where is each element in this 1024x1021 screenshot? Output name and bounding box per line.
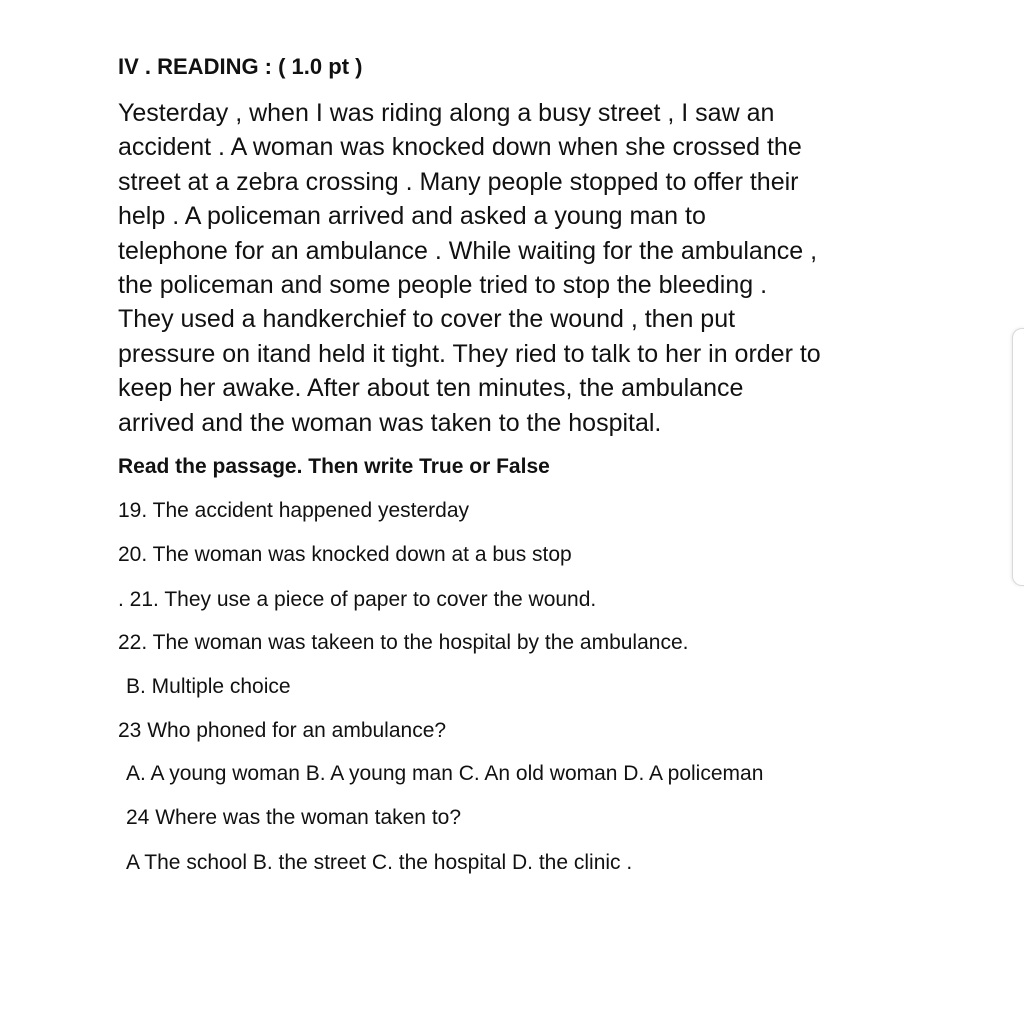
reading-passage (118, 96, 918, 440)
question-24: 24 Where was the woman taken to? (126, 806, 462, 829)
question-21: . 21. They use a piece of paper to cover the wound. (118, 588, 597, 611)
question-23-options: A. A young woman B. A young man C. An old woman D. A policeman (126, 762, 764, 785)
scrollbar-handle[interactable] (1012, 328, 1024, 586)
section-heading: IV . READING : ( 1.0 pt ) (118, 54, 363, 79)
question-23: 23 Who phoned for an ambulance? (118, 719, 447, 742)
passage-line: keep her awake. After about ten minutes, the ambulance (118, 374, 744, 403)
multiple-choice-title: B. Multiple choice (126, 675, 291, 698)
passage-line: help . A policeman arrived and asked a young man to (118, 202, 706, 231)
passage-line: telephone for an ambulance . While waiting for the ambulance , (118, 236, 818, 265)
passage-line: the policeman and some people tried to stop the bleeding . (118, 271, 768, 300)
question-22: 22. The woman was takeen to the hospital by the ambulance. (118, 631, 689, 654)
passage-line: Yesterday , when I was riding along a busy street , I saw an (118, 99, 775, 127)
true-false-instruction: Read the passage. Then write True or False (118, 455, 550, 478)
question-24-options: A The school B. the street C. the hospital D. the clinic . (126, 851, 633, 874)
passage-line: street at a zebra crossing . Many people stopped to offer their (118, 167, 799, 196)
passage-line: They used a handkerchief to cover the wound , then put (118, 305, 736, 334)
passage-line: pressure on itand held it tight. They ried to talk to her in order to (118, 339, 821, 368)
passage-line: accident . A woman was knocked down when she crossed the (118, 133, 802, 162)
question-19: 19. The accident happened yesterday (118, 499, 470, 522)
question-20: 20. The woman was knocked down at a bus stop (118, 543, 572, 566)
passage-line: arrived and the woman was taken to the hospital. (118, 408, 662, 437)
